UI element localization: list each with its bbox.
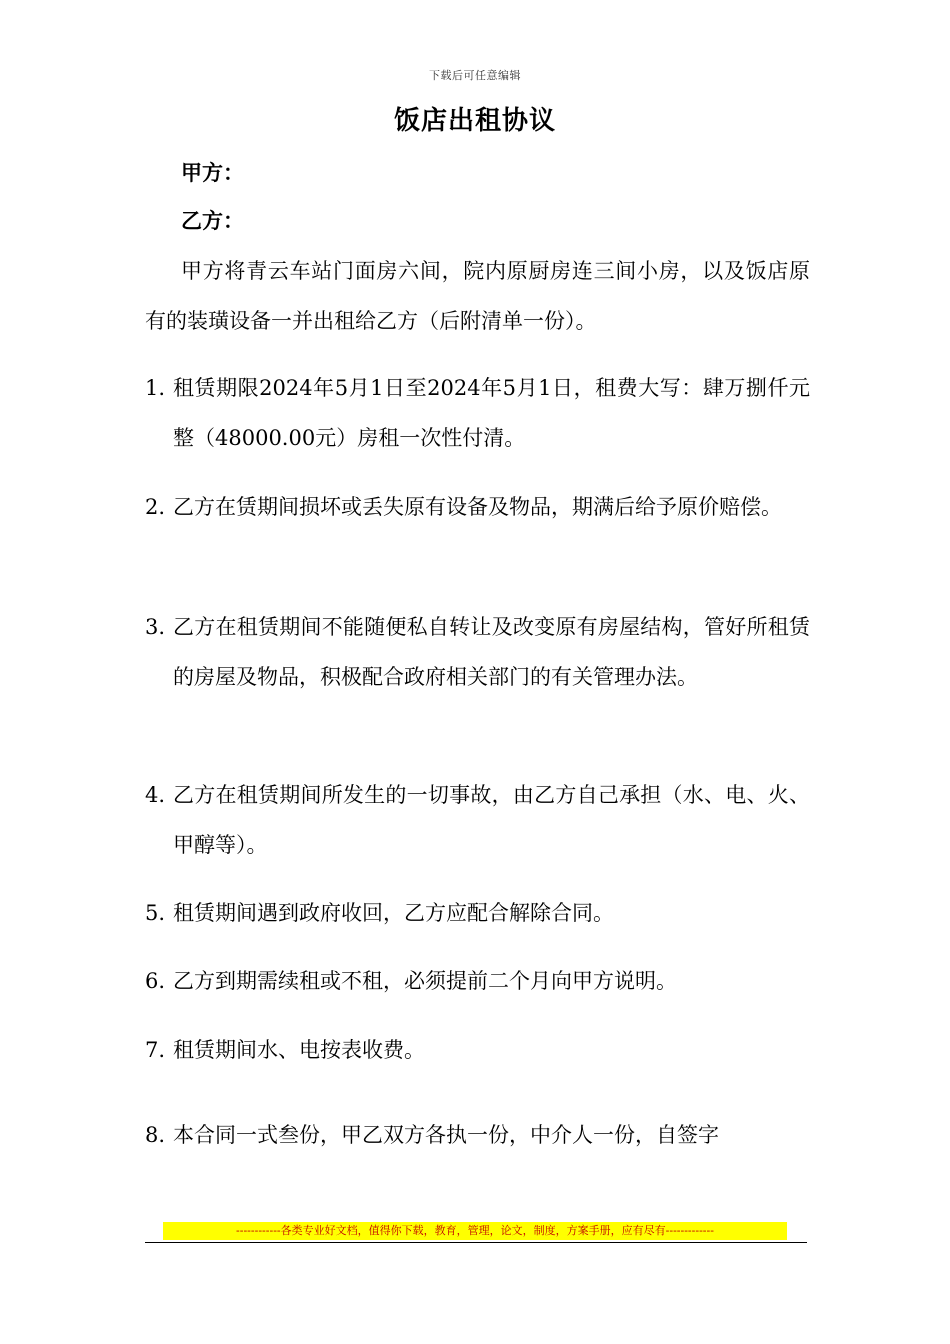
clause-number: 1. — [145, 376, 166, 400]
clause-number: 5. — [145, 901, 166, 925]
party-b-label: 乙方： — [181, 208, 244, 233]
clause-text: 租赁期限2024年5月1日至2024年5月1日，租费大写：肆万捌仟元整（48000.00元）房租一次性付清。 — [173, 376, 810, 450]
party-a-label: 甲方： — [181, 160, 244, 185]
footer-divider — [145, 1242, 807, 1243]
clause-text: 租赁期间遇到政府收回，乙方应配合解除合同。 — [173, 901, 614, 925]
clause-number: 6. — [145, 969, 166, 993]
header-note: 下载后可任意编辑 — [429, 69, 521, 82]
clause-5 — [145, 888, 810, 938]
clause-number: 4. — [145, 783, 166, 807]
footer-banner: ------------各类专业好文档，值得你下载，教育，管理，论文，制度，方案手册，应有尽有------------- — [163, 1222, 787, 1240]
clause-number: 8. — [145, 1123, 166, 1147]
clause-2 — [145, 482, 810, 532]
clause-6 — [145, 956, 810, 1006]
clause-number: 7. — [145, 1038, 166, 1062]
clause-8 — [145, 1110, 810, 1160]
intro-paragraph: 甲方将青云车站门面房六间，院内原厨房连三间小房，以及饭店原有的装璜设备一并出租给乙方（后附清单一份）。 — [145, 259, 810, 333]
clause-text: 乙方在赁期间损坏或丢失原有设备及物品，期满后给予原价赔偿。 — [173, 495, 782, 519]
clause-number: 3. — [145, 615, 166, 639]
clause-number: 2. — [145, 495, 166, 519]
clause-text: 乙方在租赁期间所发生的一切事故，由乙方自己承担（水、电、火、甲醇等）。 — [173, 783, 810, 857]
clause-3 — [145, 602, 810, 702]
clause-1 — [145, 363, 810, 463]
clause-text: 乙方在租赁期间不能随便私自转让及改变原有房屋结构，管好所租赁的房屋及物品，积极配合政府相关部门的有关管理办法。 — [173, 615, 810, 689]
clause-text: 乙方到期需续租或不租，必须提前二个月向甲方说明。 — [173, 969, 677, 993]
clause-text: 租赁期间水、电按表收费。 — [173, 1038, 425, 1062]
document-title: 饭店出租协议 — [393, 106, 556, 136]
clause-4 — [145, 770, 810, 870]
clause-7 — [145, 1025, 810, 1075]
clause-text: 本合同一式叁份，甲乙双方各执一份，中介人一份，自签字 — [173, 1123, 719, 1147]
